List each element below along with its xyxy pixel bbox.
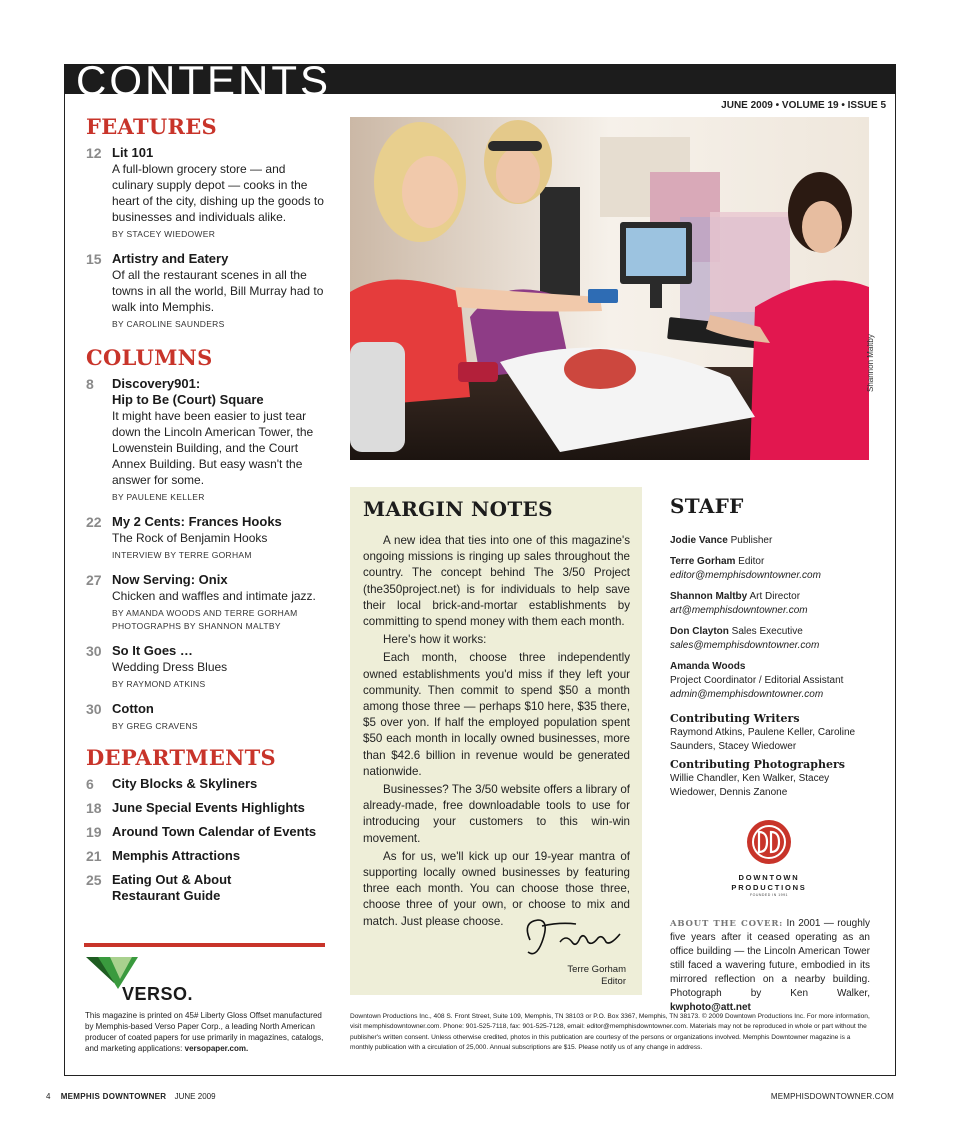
signer-role: Editor: [601, 976, 626, 987]
staff-name: Jodie Vance: [670, 535, 728, 546]
verso-link[interactable]: versopaper.com.: [184, 1044, 249, 1053]
item-photo-credit: PHOTOGRAPHS BY SHANNON MALTBY: [112, 621, 281, 631]
column-item[interactable]: [86, 572, 326, 633]
about-cover-contact[interactable]: kwphoto@att.net: [670, 1002, 751, 1013]
item-description: A full-blown grocery store — and culinary supply depot — cooks in the heart of the city, dishing up the goods to businesses and individuals alike.: [112, 162, 324, 224]
item-description: Chicken and waffles and intimate jazz.: [112, 589, 316, 603]
feature-item[interactable]: [86, 251, 326, 331]
verso-note: [85, 1010, 330, 1054]
logo-line-2: PRODUCTIONS: [731, 883, 807, 892]
item-title: Artistry and Eatery: [112, 251, 229, 266]
signer-name: Terre Gorham: [567, 964, 626, 975]
department-item[interactable]: [86, 800, 326, 816]
features-heading: FEATURES: [86, 114, 218, 139]
signature-icon: [520, 912, 630, 962]
staff-email[interactable]: admin@memphisdowntowner.com: [670, 689, 824, 700]
column-item[interactable]: [86, 514, 326, 562]
footer-page-number: 4: [46, 1092, 51, 1101]
item-title: City Blocks & Skyliners: [112, 776, 258, 791]
issue-line: JUNE 2009 • VOLUME 19 • ISSUE 5: [721, 100, 886, 111]
staff-name: Amanda Woods: [670, 661, 746, 672]
margin-notes-paragraph: A new idea that ties into one of this magazine's ongoing missions is ringing up sales throughout the country. The concept behind The 3/50 Project (the350project.net) is for individuals to help save their local brick-and-mortar establishments by committing to spend money with them each month.: [363, 534, 630, 629]
column-item[interactable]: [86, 643, 326, 691]
item-title: Around Town Calendar of Events: [112, 824, 317, 839]
about-cover-text: In 2001 — roughly five years after it ceased operating as an office building — the Lincoln American Tower still faced a wavering future, embodied in its mirrored reflection on a nearby building. Photograph by Ken Walker,: [670, 918, 870, 999]
margin-notes-title: MARGIN NOTES: [363, 497, 553, 521]
publisher-legal-notice: Downtown Productions Inc., 408 S. Front Street, Suite 109, Memphis, TN 38103 or P.O. Box 3367, Memphis, TN 38173. © 2009 Downtown Productions Inc. For more information, visit memphisdowntowner.com. Phone: 901-525-7118, fax: 901-525-7128, email: editor@memphisdowntowner.com. Materials may not be reproduced in whole or part without the publisher's written consent. Unless otherwise credited, photos in this publication are courtesy of the persons or organizations involved. Memphis Downtowner magazine is a monthly publication with a circulation of 25,000. Annual subscriptions are $15. Please notify us of any change in address.: [350, 1013, 870, 1051]
item-byline: BY PAULENE KELLER: [112, 492, 205, 502]
footer-website[interactable]: MEMPHISDOWNTOWNER.COM: [770, 1092, 894, 1101]
page-number: 18: [86, 800, 102, 816]
downtown-productions-name: [716, 873, 822, 893]
staff-role: Publisher: [730, 535, 773, 546]
staff-name: Don Clayton: [670, 626, 729, 637]
department-item[interactable]: [86, 824, 326, 840]
page-number: 30: [86, 701, 102, 717]
table-of-contents: [86, 114, 326, 904]
item-description: It might have been easier to just tear down the Lincoln American Tower, the Lowenstein Building, and the Court Annex Building. But easy wasn't the answer for some.: [112, 409, 314, 487]
page-number: 19: [86, 824, 102, 840]
page-number: 15: [86, 251, 102, 267]
about-cover-label: ABOUT THE COVER:: [670, 919, 784, 929]
department-item[interactable]: [86, 776, 326, 792]
contributing-photographers: Willie Chandler, Ken Walker, Stacey Wiedower, Dennis Zanone: [670, 773, 830, 798]
staff-member: [670, 660, 870, 702]
margin-notes-paragraph: As for us, we'll kick up our 19-year mantra of supporting locally owned businesses by featuring three each month. You can choose those three, choose three of your own, or choose to mix and match. Just please choose.: [363, 849, 630, 928]
page-number: 30: [86, 643, 102, 659]
columns-heading: COLUMNS: [86, 345, 213, 370]
departments-heading: DEPARTMENTS: [86, 745, 277, 770]
item-title: Memphis Attractions: [112, 848, 241, 863]
store-photo-illustration: [350, 117, 869, 460]
cover-photo: [350, 117, 869, 460]
footer-month: JUNE 2009: [174, 1092, 216, 1101]
department-item[interactable]: [86, 872, 326, 904]
signer: [567, 964, 626, 988]
page-number: 12: [86, 145, 102, 161]
staff-email[interactable]: editor@memphisdowntowner.com: [670, 570, 821, 581]
red-divider: [84, 943, 325, 947]
staff-role: Editor: [738, 556, 765, 567]
column-item[interactable]: [86, 701, 326, 733]
item-title: Cotton: [112, 701, 154, 716]
item-title: So It Goes …: [112, 643, 193, 658]
item-byline: BY RAYMOND ATKINS: [112, 679, 206, 689]
item-title: Lit 101: [112, 145, 154, 160]
staff-email[interactable]: sales@memphisdowntowner.com: [670, 640, 820, 651]
staff-member: [670, 625, 870, 653]
staff-role: Project Coordinator / Editorial Assistant: [670, 675, 844, 686]
item-description: Of all the restaurant scenes in all the towns in all the world, Bill Murray had to walk into Memphis.: [112, 268, 324, 314]
contents-title: CONTENTS: [76, 64, 331, 94]
downtown-productions-logo-icon: [745, 818, 793, 866]
item-byline: BY CAROLINE SAUNDERS: [112, 319, 225, 329]
verso-logo-text: VERSO.: [122, 984, 194, 1004]
staff-role: Art Director: [749, 591, 801, 602]
contributing-writers: Raymond Atkins, Paulene Keller, Caroline Saunders, Stacey Wiedower: [670, 727, 856, 752]
contributing-writers-heading: Contributing Writers: [670, 712, 800, 725]
footer-magazine: MEMPHIS DOWNTOWNER: [60, 1092, 167, 1101]
item-byline: BY AMANDA WOODS AND TERRE GORHAM: [112, 608, 298, 618]
item-title: Eating Out & About: [112, 872, 232, 887]
item-subtitle: Hip to Be (Court) Square: [112, 392, 264, 407]
margin-notes-paragraph: Each month, choose three independently owned establishments you'd miss if they left your community. Then commit to spend $50 a month among those three — perhaps $10 here, $35 there, $5 over yon. If half the employed population spent $50 each month in locally owned businesses, more than $42.6 billion in revenue would be generated nationwide.: [363, 651, 630, 778]
item-title: June Special Events Highlights: [112, 800, 305, 815]
page-number: 22: [86, 514, 102, 530]
staff-member: [670, 590, 870, 618]
department-item[interactable]: [86, 848, 326, 864]
item-byline: INTERVIEW BY TERRE GORHAM: [112, 550, 252, 560]
verso-note-text: This magazine is printed on 45# Liberty Gloss Offset manufactured by Memphis-based Verso Paper Corp., a leading North American producer of coated papers for use primarily in magazines, catalogs, and marketing applications:: [85, 1011, 324, 1053]
page-number: 25: [86, 872, 102, 888]
item-byline: BY STACEY WIEDOWER: [112, 229, 216, 239]
column-item[interactable]: [86, 376, 326, 504]
item-byline: BY GREG CRAVENS: [112, 721, 198, 731]
staff-title: STAFF: [670, 494, 744, 518]
staff-section: [670, 494, 870, 800]
item-description: The Rock of Benjamin Hooks: [112, 531, 268, 545]
item-subtitle: Restaurant Guide: [112, 888, 221, 903]
item-title: Discovery901:: [112, 376, 201, 391]
staff-member: [670, 555, 870, 583]
staff-role: Sales Executive: [731, 626, 803, 637]
margin-notes-paragraph: Businesses? The 3/50 website offers a library of already-made, free downloadable tools to use for introducing your customers to this win-win movement.: [363, 783, 630, 845]
margin-notes-paragraph: Here's how it works:: [383, 633, 487, 647]
item-title: Now Serving: Onix: [112, 572, 228, 587]
logo-founded: FOUNDED IN 1991: [749, 893, 789, 897]
margin-notes-box: [350, 487, 642, 995]
staff-email[interactable]: art@memphisdowntowner.com: [670, 605, 808, 616]
about-the-cover: [670, 917, 870, 1015]
staff-name: Shannon Maltby: [670, 591, 748, 602]
staff-name: Terre Gorham: [670, 556, 736, 567]
footer-left: [46, 1092, 216, 1101]
contents-header-bar: [64, 64, 896, 94]
page-number: 8: [86, 376, 94, 392]
staff-member: [670, 534, 870, 548]
photo-credit: Shannon Maltby: [866, 334, 875, 392]
item-title: My 2 Cents: Frances Hooks: [112, 514, 282, 529]
page-number: 27: [86, 572, 102, 588]
item-description: Wedding Dress Blues: [112, 660, 228, 674]
logo-line-1: DOWNTOWN: [738, 873, 800, 882]
feature-item[interactable]: [86, 145, 326, 241]
page-number: 6: [86, 776, 94, 792]
contributing-photographers-heading: Contributing Photographers: [670, 758, 845, 771]
page-number: 21: [86, 848, 102, 864]
